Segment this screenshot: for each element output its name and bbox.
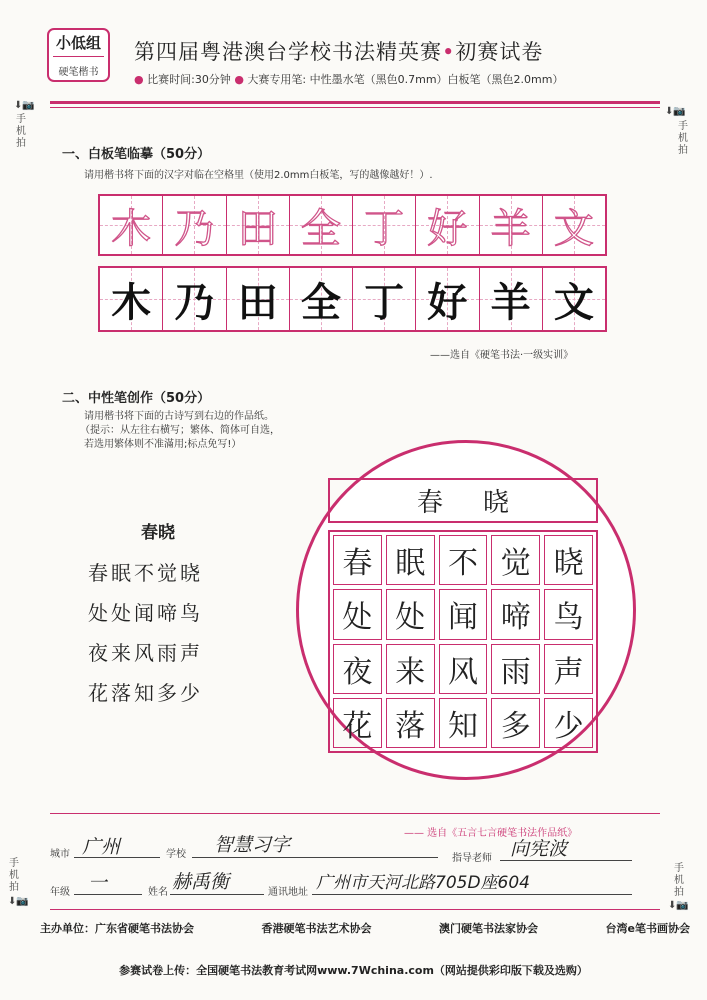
work-cell[interactable]: 花 [333, 698, 382, 748]
work-cell[interactable]: 眠 [386, 535, 435, 585]
school-field[interactable]: 智慧习字 [214, 834, 291, 856]
section2-hint-1: （提示：从左往右横写；繁体、简体可自选， [80, 425, 280, 436]
organizer-list [40, 920, 690, 936]
poem-reference [88, 518, 228, 713]
poem-line: 处处闻啼鸟 [88, 601, 203, 625]
teacher-underline [500, 860, 632, 861]
work-cell[interactable]: 夜 [333, 644, 382, 694]
poem-line: 花落知多少 [88, 681, 203, 705]
writing-row[interactable] [98, 266, 607, 332]
trace-cell: 好 [416, 196, 479, 254]
badge-type-label: 硬笔楷书 [58, 67, 99, 78]
work-cell[interactable]: 处 [333, 589, 382, 639]
section1-instruction: 请用楷书将下面的汉字对临在空格里（使用2.0mm白板笔，写的越像越好！）. [84, 170, 433, 181]
exam-pens: 大赛专用笔: 中性墨水笔（黑色0.7mm）白板笔（黑色2.0mm） [247, 73, 564, 86]
city-underline [74, 857, 160, 858]
trace-row [98, 194, 607, 256]
writing-cell[interactable]: 羊 [480, 268, 543, 330]
camera-icon: ⬇📷 [8, 896, 29, 907]
section2-source: —— 选自《五言七言硬笔书法作品纸》 [404, 828, 578, 839]
work-cell[interactable]: 啼 [491, 589, 540, 639]
work-cell[interactable]: 风 [439, 644, 488, 694]
name-label: 姓名 [148, 887, 168, 898]
side-note-top-left: 手机拍 [16, 114, 26, 149]
form-rule [50, 813, 660, 814]
school-label: 学校 [166, 849, 186, 860]
side-note-bottom-left: 手机拍 [9, 858, 19, 893]
work-cell[interactable]: 鸟 [544, 589, 593, 639]
teacher-label: 指导老师 [452, 853, 492, 864]
side-note-top-right: 手机拍 [678, 121, 688, 156]
city-field[interactable]: 广州 [82, 836, 121, 858]
camera-icon: ⬇📷 [668, 900, 689, 911]
group-badge [47, 28, 110, 82]
work-title: 春晓 [416, 488, 549, 518]
work-cell[interactable]: 春 [333, 535, 382, 585]
organizer-item: 澳门硬笔书法家协会 [439, 922, 538, 935]
trace-cell: 丁 [353, 196, 416, 254]
title-tail: 初赛试卷 [455, 40, 544, 64]
camera-icon: ⬇📷 [665, 106, 686, 117]
trace-cell: 文 [543, 196, 605, 254]
poem-line: 夜来风雨声 [88, 641, 203, 665]
poem-title: 春晓 [141, 523, 175, 543]
trace-cell: 羊 [480, 196, 543, 254]
work-cell[interactable]: 闻 [439, 589, 488, 639]
work-cell[interactable]: 处 [386, 589, 435, 639]
exam-info [134, 71, 563, 87]
title-main: 第四届粤港澳台学校书法精英赛 [134, 40, 442, 64]
side-note-bottom-right: 手机拍 [674, 863, 684, 898]
title-dot: • [442, 40, 456, 64]
school-underline [192, 857, 438, 858]
writing-cell[interactable]: 丁 [353, 268, 416, 330]
writing-cell[interactable]: 田 [227, 268, 290, 330]
trace-cell: 田 [227, 196, 290, 254]
city-label: 城市 [50, 849, 70, 860]
organizer-item: 香港硬笔书法艺术协会 [261, 922, 372, 935]
trace-cell: 乃 [163, 196, 226, 254]
footer-upload-note: 参赛试卷上传：全国硬笔书法教育考试网www.7Wchina.com（网站提供彩印版下载及选购） [119, 964, 588, 977]
work-cell[interactable]: 晓 [544, 535, 593, 585]
writing-cell[interactable]: 全 [290, 268, 353, 330]
section2-hint-2: 若选用繁体则不准滿用;标点免写!） [84, 439, 242, 450]
top-rule [50, 101, 660, 104]
work-cell[interactable]: 来 [386, 644, 435, 694]
exam-time: 比赛时间:30分钟 [147, 73, 231, 86]
writing-cell[interactable]: 好 [416, 268, 479, 330]
address-underline [312, 894, 632, 895]
writing-cell[interactable]: 木 [100, 268, 163, 330]
grade-label: 年级 [50, 887, 70, 898]
name-field[interactable]: 赫禹衡 [172, 871, 230, 893]
grade-field[interactable]: 一 [88, 872, 108, 894]
work-cell[interactable]: 多 [491, 698, 540, 748]
trace-cell: 木 [100, 196, 163, 254]
work-cell[interactable]: 声 [544, 644, 593, 694]
page-title [134, 36, 543, 66]
work-cell[interactable]: 少 [544, 698, 593, 748]
badge-group-label: 小低组 [55, 34, 101, 52]
writing-cell[interactable]: 文 [543, 268, 605, 330]
address-field[interactable]: 广州市天河北路705D座604 [316, 873, 530, 893]
work-title-box[interactable] [328, 478, 598, 523]
name-underline [170, 894, 264, 895]
bullet-dot: ● [234, 73, 244, 86]
grade-underline [74, 894, 142, 895]
address-label: 通讯地址 [268, 887, 308, 898]
poem-line: 春眠不觉晓 [88, 561, 203, 585]
section1-source: ——选自《硬笔书法·一级实训》 [430, 350, 574, 361]
top-rule-thin [50, 107, 660, 108]
work-cell[interactable]: 知 [439, 698, 488, 748]
organizer-item: 台湾e笔书画协会 [605, 922, 690, 935]
organizer-item: 主办单位：广东省硬笔书法协会 [40, 922, 194, 935]
teacher-field[interactable]: 向宪波 [510, 838, 568, 860]
bullet-dot: ● [134, 73, 144, 86]
organizer-rule [50, 909, 660, 910]
section2-heading: 二、中性笔创作（50分） [62, 391, 211, 406]
camera-icon: ⬇📷 [14, 100, 35, 111]
section1-heading: 一、白板笔临摹（50分） [62, 147, 211, 162]
work-cell[interactable]: 不 [439, 535, 488, 585]
work-grid[interactable] [328, 530, 598, 753]
work-cell[interactable]: 落 [386, 698, 435, 748]
work-cell[interactable]: 雨 [491, 644, 540, 694]
trace-cell: 全 [290, 196, 353, 254]
work-cell[interactable]: 觉 [491, 535, 540, 585]
section2-instruction: 请用楷书将下面的古诗写到右边的作品纸。 [84, 411, 274, 422]
writing-cell[interactable]: 乃 [163, 268, 226, 330]
